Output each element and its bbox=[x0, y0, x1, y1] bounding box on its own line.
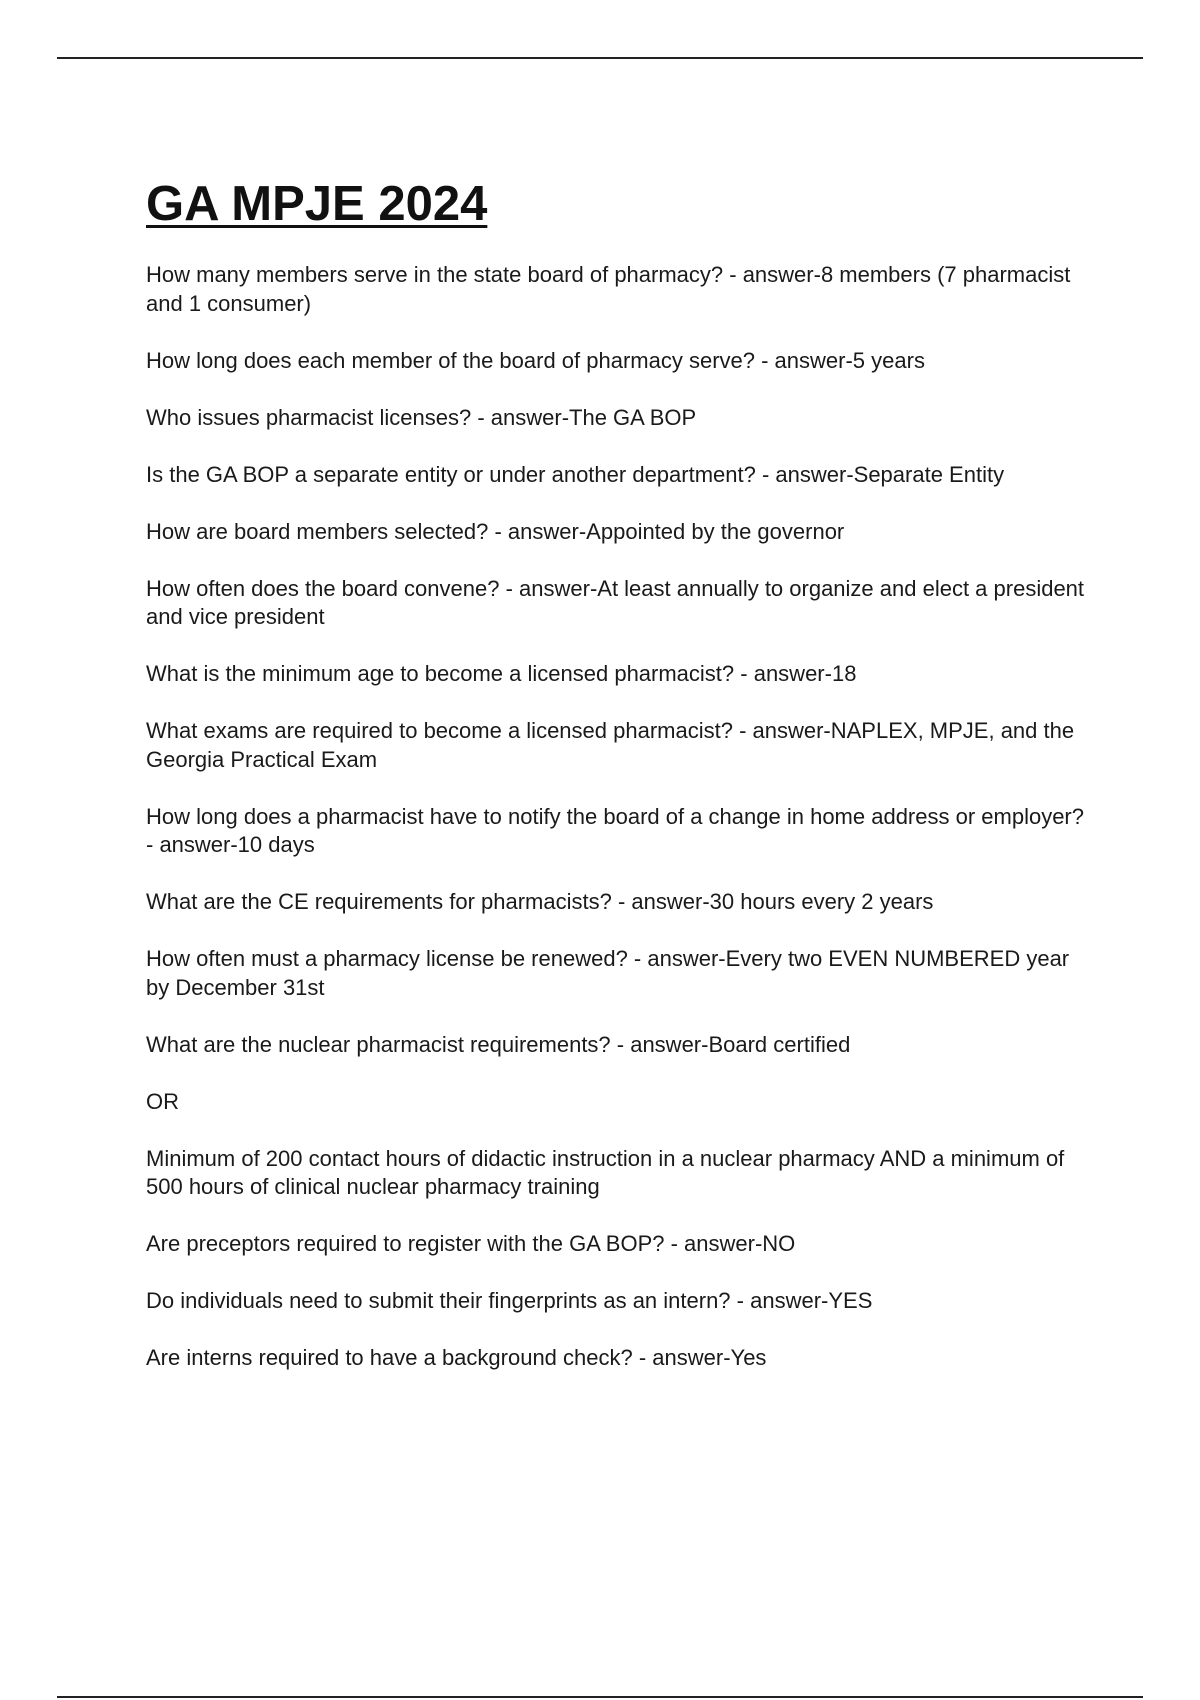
qa-item: Are interns required to have a background check? - answer-Yes bbox=[146, 1345, 767, 1370]
qa-item: Are preceptors required to register with the GA BOP? - answer-NO bbox=[146, 1231, 796, 1256]
qa-item: OR bbox=[146, 1088, 179, 1114]
qa-item: Who issues pharmacist licenses? - answer-The GA BOP bbox=[146, 404, 697, 430]
qa-item: How often must a pharmacy license be renewed? - answer-Every two EVEN NUMBERED year by December 31st bbox=[146, 946, 1070, 1000]
qa-item: What are the CE requirements for pharmacists? - answer-30 hours every 2 years bbox=[146, 889, 934, 914]
qa-item: What exams are required to become a licensed pharmacist? - answer-NAPLEX, MPJE, and the Georgia Practical Exam bbox=[146, 718, 1075, 772]
document-title: GA MPJE 2024 bbox=[146, 177, 488, 231]
document-body bbox=[146, 172, 1086, 1401]
bottom-rule bbox=[57, 1696, 1143, 1698]
qa-item: Minimum of 200 contact hours of didactic instruction in a nuclear pharmacy AND a minimum of 500 hours of clinical nuclear pharmacy training bbox=[146, 1145, 1065, 1199]
qa-item: How are board members selected? - answer-Appointed by the governor bbox=[146, 518, 845, 544]
qa-item: How often does the board convene? - answer-At least annually to organize and elect a president and vice president bbox=[146, 575, 1085, 629]
top-rule bbox=[57, 57, 1143, 59]
qa-item: Do individuals need to submit their fingerprints as an intern? - answer-YES bbox=[146, 1288, 873, 1313]
qa-item: Is the GA BOP a separate entity or under another department? - answer-Separate Entity bbox=[146, 461, 1005, 487]
qa-item: How long does a pharmacist have to notify the board of a change in home address or employer? - answer-10 days bbox=[146, 803, 1084, 857]
qa-list bbox=[146, 261, 1086, 1373]
qa-item: How many members serve in the state board of pharmacy? - answer-8 members (7 pharmacist and 1 consumer) bbox=[146, 262, 1071, 316]
qa-item: What are the nuclear pharmacist requirements? - answer-Board certified bbox=[146, 1031, 851, 1057]
qa-item: How long does each member of the board of pharmacy serve? - answer-5 years bbox=[146, 347, 925, 373]
qa-item: What is the minimum age to become a licensed pharmacist? - answer-18 bbox=[146, 661, 857, 686]
